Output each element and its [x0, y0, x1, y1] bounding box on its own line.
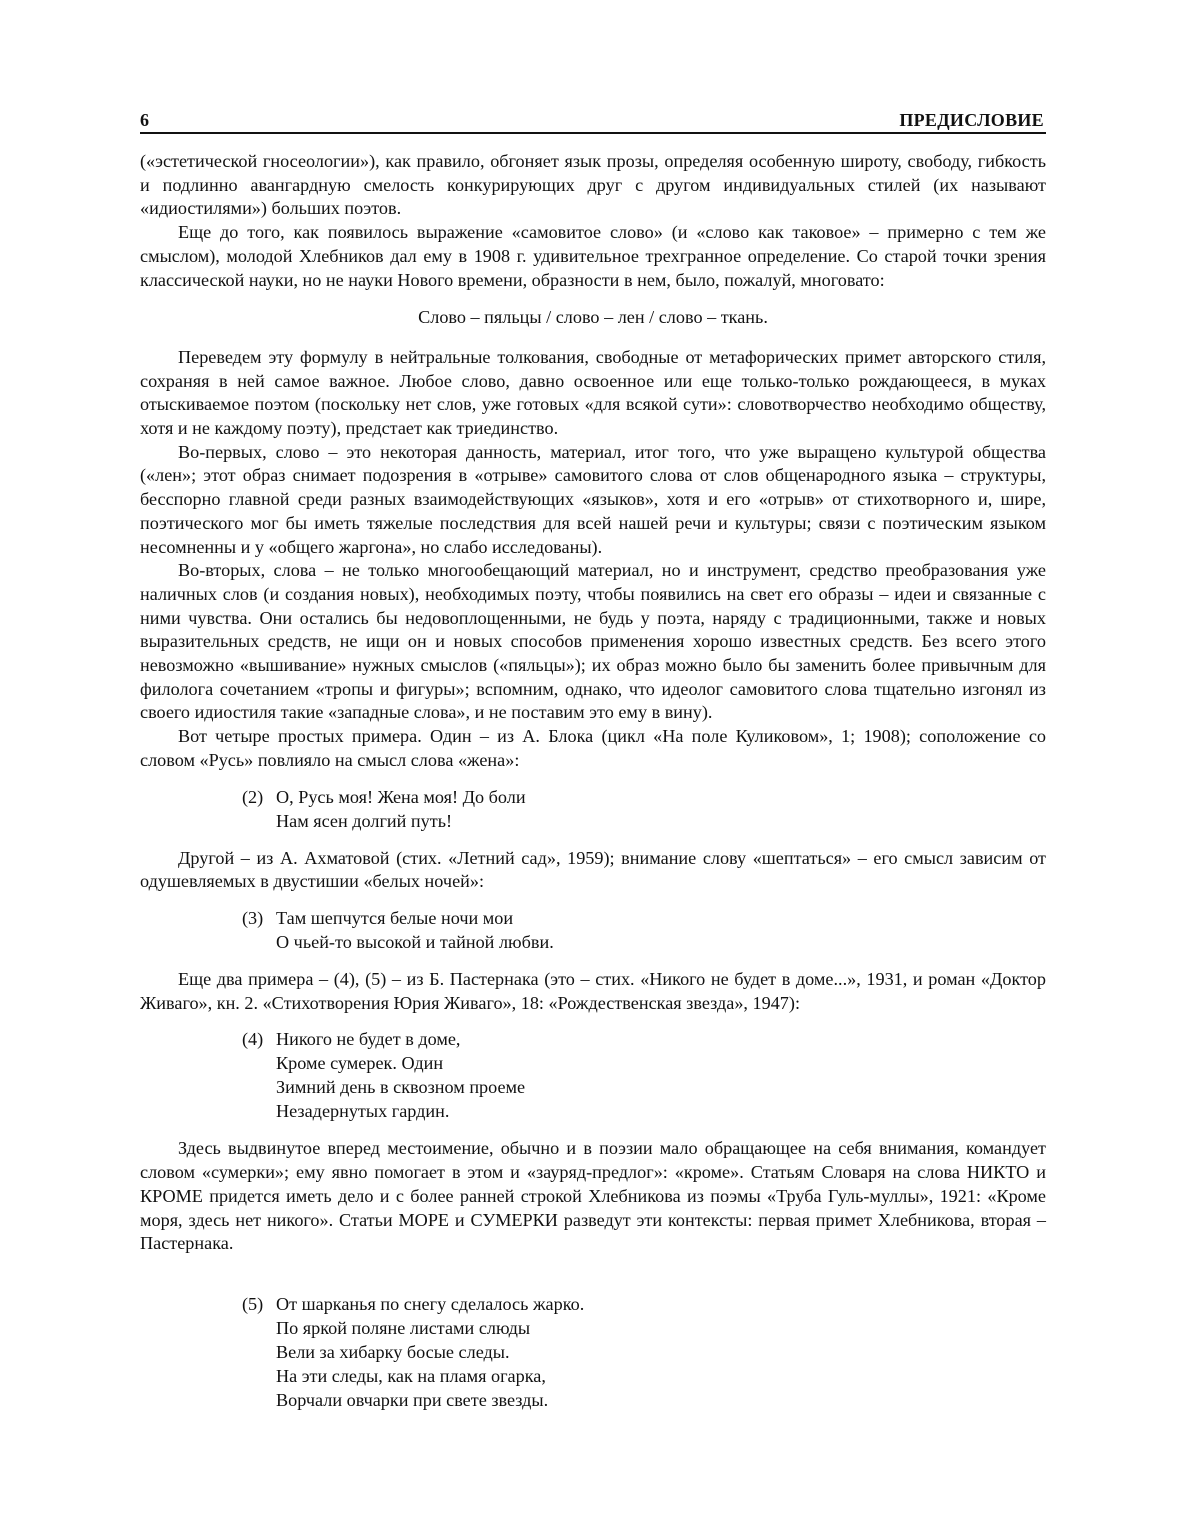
example-3 — [242, 906, 1046, 954]
verse-line: По яркой поляне листами слюды — [276, 1317, 531, 1338]
paragraph-1: («эстетической гносеологии»), как правило, обгоняет язык прозы, определяя особенную широту, свободу, гибкость и подлинно авангардную смелость конкурирующих друг с другом индивидуальных стилей (их называют «идиостилями») больших поэтов. — [140, 151, 1046, 219]
verse-line: Кроме сумерек. Один — [276, 1053, 444, 1074]
verse-line: (4) Никого не будет в доме, — [242, 1029, 461, 1050]
paragraph-5: Во-вторых, слова – не только многообещающий материал, но и инструмент, средство преобразования уже наличных слов (и создания новых), необходимых поэту, чтобы появились на свет его образы – идеи и связанные с ними чувства. Они остались бы недовоплощенными, не будь у поэта, наряду с традиционными, также и новых выразительных средств, не ищи он и новых способов применения хорошо известных средств. Без всего этого невозможно «вышивание» нужных смыслов («пяльцы»); их образ можно было бы заменить более привычным для филолога сочетанием «тропы и фигуры»; вспомним, однако, что идеолог самовитого слова тщательно изгонял из своего идиостиля такие «западные слова», и не поставим это ему в вину). — [140, 560, 1046, 723]
running-title: ПРЕДИСЛОВИЕ — [899, 110, 1044, 130]
example-number: (3) — [242, 907, 264, 928]
spacer — [140, 1256, 1046, 1280]
verse-line: (3) Там шепчутся белые ночи мои — [242, 907, 514, 928]
paragraph-8: Еще два примера – (4), (5) – из Б. Пастернака (это – стих. «Никого не будет в доме...», 1931, и роман «Доктор Живаго», кн. 2. «Стихотворения Юрия Живаго», 18: «Рождественская звезда», 1947): — [140, 968, 1046, 1013]
verse-line: Незадернутых гардин. — [276, 1101, 450, 1122]
verse-line: Ворчали овчарки при свете звезды. — [276, 1389, 549, 1410]
verse-line: Вели за хибарку босые следы. — [276, 1341, 510, 1362]
example-number: (5) — [242, 1293, 264, 1314]
example-number: (2) — [242, 786, 264, 807]
verse-line: На эти следы, как на пламя огарка, — [276, 1365, 546, 1386]
body-text — [140, 150, 1046, 1426]
verse-line: Зимний день в сквозном проеме — [276, 1077, 526, 1098]
paragraph-3: Переведем эту формулу в нейтральные толкования, свободные от метафорических примет авторского стиля, сохраняя в ней самое важное. Любое слово, давно освоенное или еще только-только рождающееся, в муках отыскиваемое поэтом (поскольку нет слов, уже готовых «для всякой сути»: словотворчество необходимо обществу, хотя и не каждому поэту), предстает как триединство. — [140, 346, 1046, 439]
verse-line: (2) О, Русь моя! Жена моя! До боли — [242, 786, 526, 807]
example-number: (4) — [242, 1029, 264, 1050]
paragraph-6: Вот четыре простых примера. Один – из А. Блока (цикл «На поле Куликовом», 1; 1908); соположение со словом «Русь» повлияло на смысл слова «жена»: — [140, 726, 1046, 770]
formula: Слово – пяльцы / слово – лен / слово – ткань. — [418, 307, 768, 328]
verse-line: О чьей-то высокой и тайной любви. — [276, 931, 554, 952]
example-2 — [242, 785, 1046, 833]
page-number: 6 — [140, 110, 149, 130]
paragraph-9: Здесь выдвинутое вперед местоимение, обычно и в поэзии мало обращающее на себя внимания, командует словом «сумерки»; ему явно помогает в этом и «зауряд-предлог»: «кроме». Статьям Словаря на слова НИКТО и КРОМЕ придется иметь дело и с более ранней строкой Хлебникова из поэмы «Труба Гуль-муллы», 1921: «Кроме моря, здесь нет никого». Статьи МОРЕ и СУМЕРКИ разведут эти контексты: первая примет Хлебникова, вторая – Пастернака. — [140, 1138, 1046, 1254]
paragraph-4: Во-первых, слово – это некоторая данность, материал, итог того, что уже выращено культурой общества («лен»; этот образ снимает подозрения в «отрыве» самовитого слова от слов общенародного языка – структуры, бесспорно главной среди разных взаимодействующих «языков», хотя и его «отрыв» от стихотворного и, шире, поэтического мог бы иметь тяжелые последствия для всей нашей речи и культуры; связи с поэтическим языком несомненны и у «общего жаргона», но слабо исследованы). — [140, 441, 1046, 557]
verse-line: (5) От шарканья по снегу сделалось жарко. — [242, 1293, 585, 1314]
page-header — [140, 108, 1046, 134]
example-5 — [242, 1292, 1046, 1412]
example-4 — [242, 1027, 1046, 1123]
paragraph-2: Еще до того, как появилось выражение «самовитое слово» (и «слово как таковое» – примерно с тем же смыслом), молодой Хлебников дал ему в 1908 г. удивительное трехгранное определение. Со старой точки зрения классической науки, но не науки Нового времени, образности в нем, было, пожалуй, многовато: — [140, 222, 1046, 290]
paragraph-7: Другой – из А. Ахматовой (стих. «Летний сад», 1959); внимание слову «шептаться» – его смысл зависим от одушевляемых в двустишии «белых ночей»: — [140, 847, 1046, 892]
verse-line: Нам ясен долгий путь! — [276, 810, 453, 831]
